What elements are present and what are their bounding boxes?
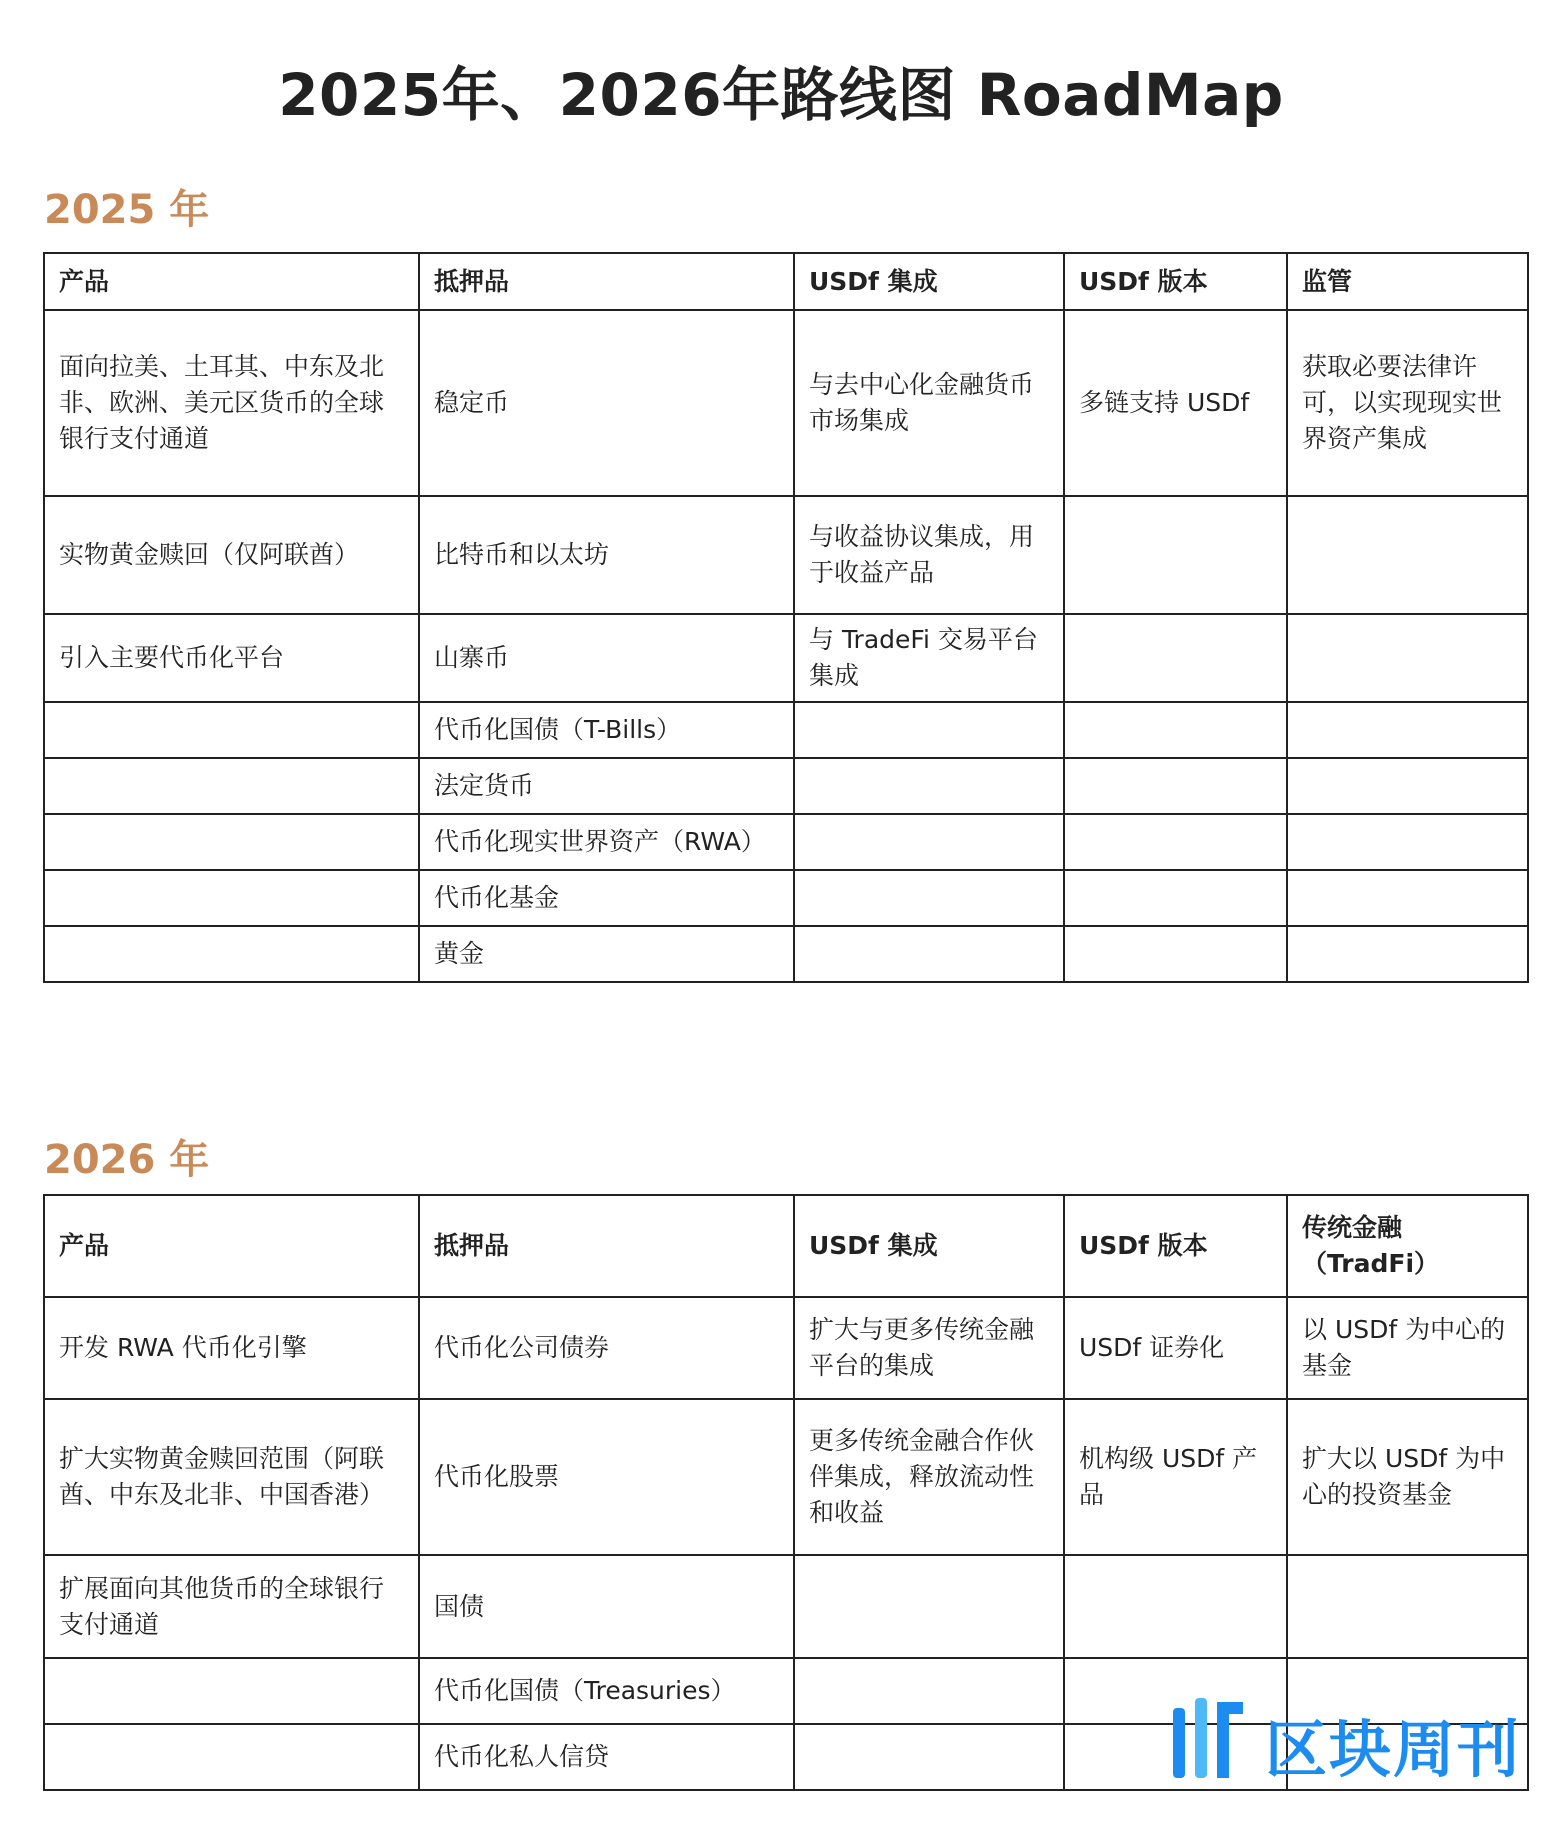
table-row: [44, 496, 1528, 614]
cell-product: [44, 758, 419, 814]
header-tradfi: 传统金融（TradFi）: [1287, 1195, 1528, 1297]
cell-product: [44, 702, 419, 758]
table-row: [44, 702, 1528, 758]
table-row: [44, 814, 1528, 870]
cell-collateral: 国债: [419, 1555, 794, 1658]
cell-usdf-version: [1064, 496, 1287, 614]
cell-usdf-version: [1064, 702, 1287, 758]
cell-regulation: 获取必要法律许可，以实现现实世界资产集成: [1287, 310, 1528, 496]
cell-regulation: [1287, 702, 1528, 758]
cell-collateral: 代币化国债（T-Bills）: [419, 702, 794, 758]
table-row: [44, 1399, 1528, 1555]
cell-product: 开发 RWA 代币化引擎: [44, 1297, 419, 1399]
cell-usdf-integration: 与去中心化金融货币市场集成: [794, 310, 1064, 496]
cell-usdf-integration: 扩大与更多传统金融平台的集成: [794, 1297, 1064, 1399]
cell-product: 引入主要代币化平台: [44, 614, 419, 702]
watermark-logo-icon: [1165, 1690, 1260, 1785]
cell-usdf-version: 多链支持 USDf: [1064, 310, 1287, 496]
cell-collateral: 代币化基金: [419, 870, 794, 926]
cell-usdf-integration: [794, 870, 1064, 926]
header-usdf-integration: USDf 集成: [794, 253, 1064, 310]
cell-collateral: 代币化现实世界资产（RWA）: [419, 814, 794, 870]
cell-collateral: 山寨币: [419, 614, 794, 702]
cell-usdf-integration: [794, 814, 1064, 870]
cell-usdf-version: [1064, 758, 1287, 814]
header-product: 产品: [44, 253, 419, 310]
cell-product: [44, 1724, 419, 1790]
cell-regulation: [1287, 926, 1528, 982]
cell-usdf-version: 机构级 USDf 产品: [1064, 1399, 1287, 1555]
cell-usdf-integration: [794, 1724, 1064, 1790]
cell-usdf-integration: [794, 1555, 1064, 1658]
cell-product: 扩大实物黄金赎回范围（阿联酋、中东及北非、中国香港）: [44, 1399, 419, 1555]
cell-regulation: [1287, 814, 1528, 870]
table-row: [44, 758, 1528, 814]
cell-collateral: 法定货币: [419, 758, 794, 814]
cell-usdf-version: [1064, 814, 1287, 870]
header-usdf-integration: USDf 集成: [794, 1195, 1064, 1297]
cell-usdf-version: [1064, 870, 1287, 926]
cell-usdf-version: [1064, 614, 1287, 702]
page-title: 2025年、2026年路线图 RoadMap: [278, 61, 1284, 129]
header-product: 产品: [44, 1195, 419, 1297]
header-collateral: 抵押品: [419, 1195, 794, 1297]
cell-usdf-integration: 与收益协议集成，用于收益产品: [794, 496, 1064, 614]
cell-regulation: [1287, 496, 1528, 614]
cell-usdf-integration: 与 TradeFi 交易平台集成: [794, 614, 1064, 702]
table-header-row: [44, 1195, 1528, 1297]
cell-collateral: 稳定币: [419, 310, 794, 496]
watermark: [1165, 1690, 1545, 1790]
table-row: [44, 1297, 1528, 1399]
watermark-text: 区块周刊: [1265, 1713, 1522, 1786]
cell-usdf-integration: 更多传统金融合作伙伴集成，释放流动性和收益: [794, 1399, 1064, 1555]
cell-usdf-version: USDf 证券化: [1064, 1297, 1287, 1399]
cell-tradfi: 以 USDf 为中心的基金: [1287, 1297, 1528, 1399]
table-row: [44, 870, 1528, 926]
cell-product: 实物黄金赎回（仅阿联酋）: [44, 496, 419, 614]
cell-regulation: [1287, 614, 1528, 702]
table-row: [44, 614, 1528, 702]
cell-product: [44, 926, 419, 982]
header-collateral: 抵押品: [419, 253, 794, 310]
cell-collateral: 代币化公司债券: [419, 1297, 794, 1399]
cell-usdf-version: [1064, 1555, 1287, 1658]
cell-product: 面向拉美、土耳其、中东及北非、欧洲、美元区货币的全球银行支付通道: [44, 310, 419, 496]
section-heading-2025: 2025 年: [44, 187, 210, 233]
table-header-row: [44, 253, 1528, 310]
table-row: [44, 310, 1528, 496]
cell-tradfi: 扩大以 USDf 为中心的投资基金: [1287, 1399, 1528, 1555]
header-usdf-version: USDf 版本: [1064, 1195, 1287, 1297]
cell-product: [44, 870, 419, 926]
cell-usdf-integration: [794, 926, 1064, 982]
cell-usdf-integration: [794, 1658, 1064, 1724]
table-row: [44, 1555, 1528, 1658]
cell-collateral: 代币化私人信贷: [419, 1724, 794, 1790]
cell-product: [44, 1658, 419, 1724]
cell-tradfi: [1287, 1555, 1528, 1658]
cell-usdf-integration: [794, 758, 1064, 814]
cell-collateral: 黄金: [419, 926, 794, 982]
cell-collateral: 比特币和以太坊: [419, 496, 794, 614]
cell-regulation: [1287, 758, 1528, 814]
table-row: [44, 926, 1528, 982]
cell-regulation: [1287, 870, 1528, 926]
cell-product: 扩展面向其他货币的全球银行支付通道: [44, 1555, 419, 1658]
header-regulation: 监管: [1287, 253, 1528, 310]
roadmap-table-2025: [43, 252, 1529, 983]
cell-product: [44, 814, 419, 870]
cell-usdf-integration: [794, 702, 1064, 758]
cell-usdf-version: [1064, 926, 1287, 982]
cell-collateral: 代币化股票: [419, 1399, 794, 1555]
cell-collateral: 代币化国债（Treasuries）: [419, 1658, 794, 1724]
section-heading-2026: 2026 年: [44, 1137, 210, 1183]
header-usdf-version: USDf 版本: [1064, 253, 1287, 310]
